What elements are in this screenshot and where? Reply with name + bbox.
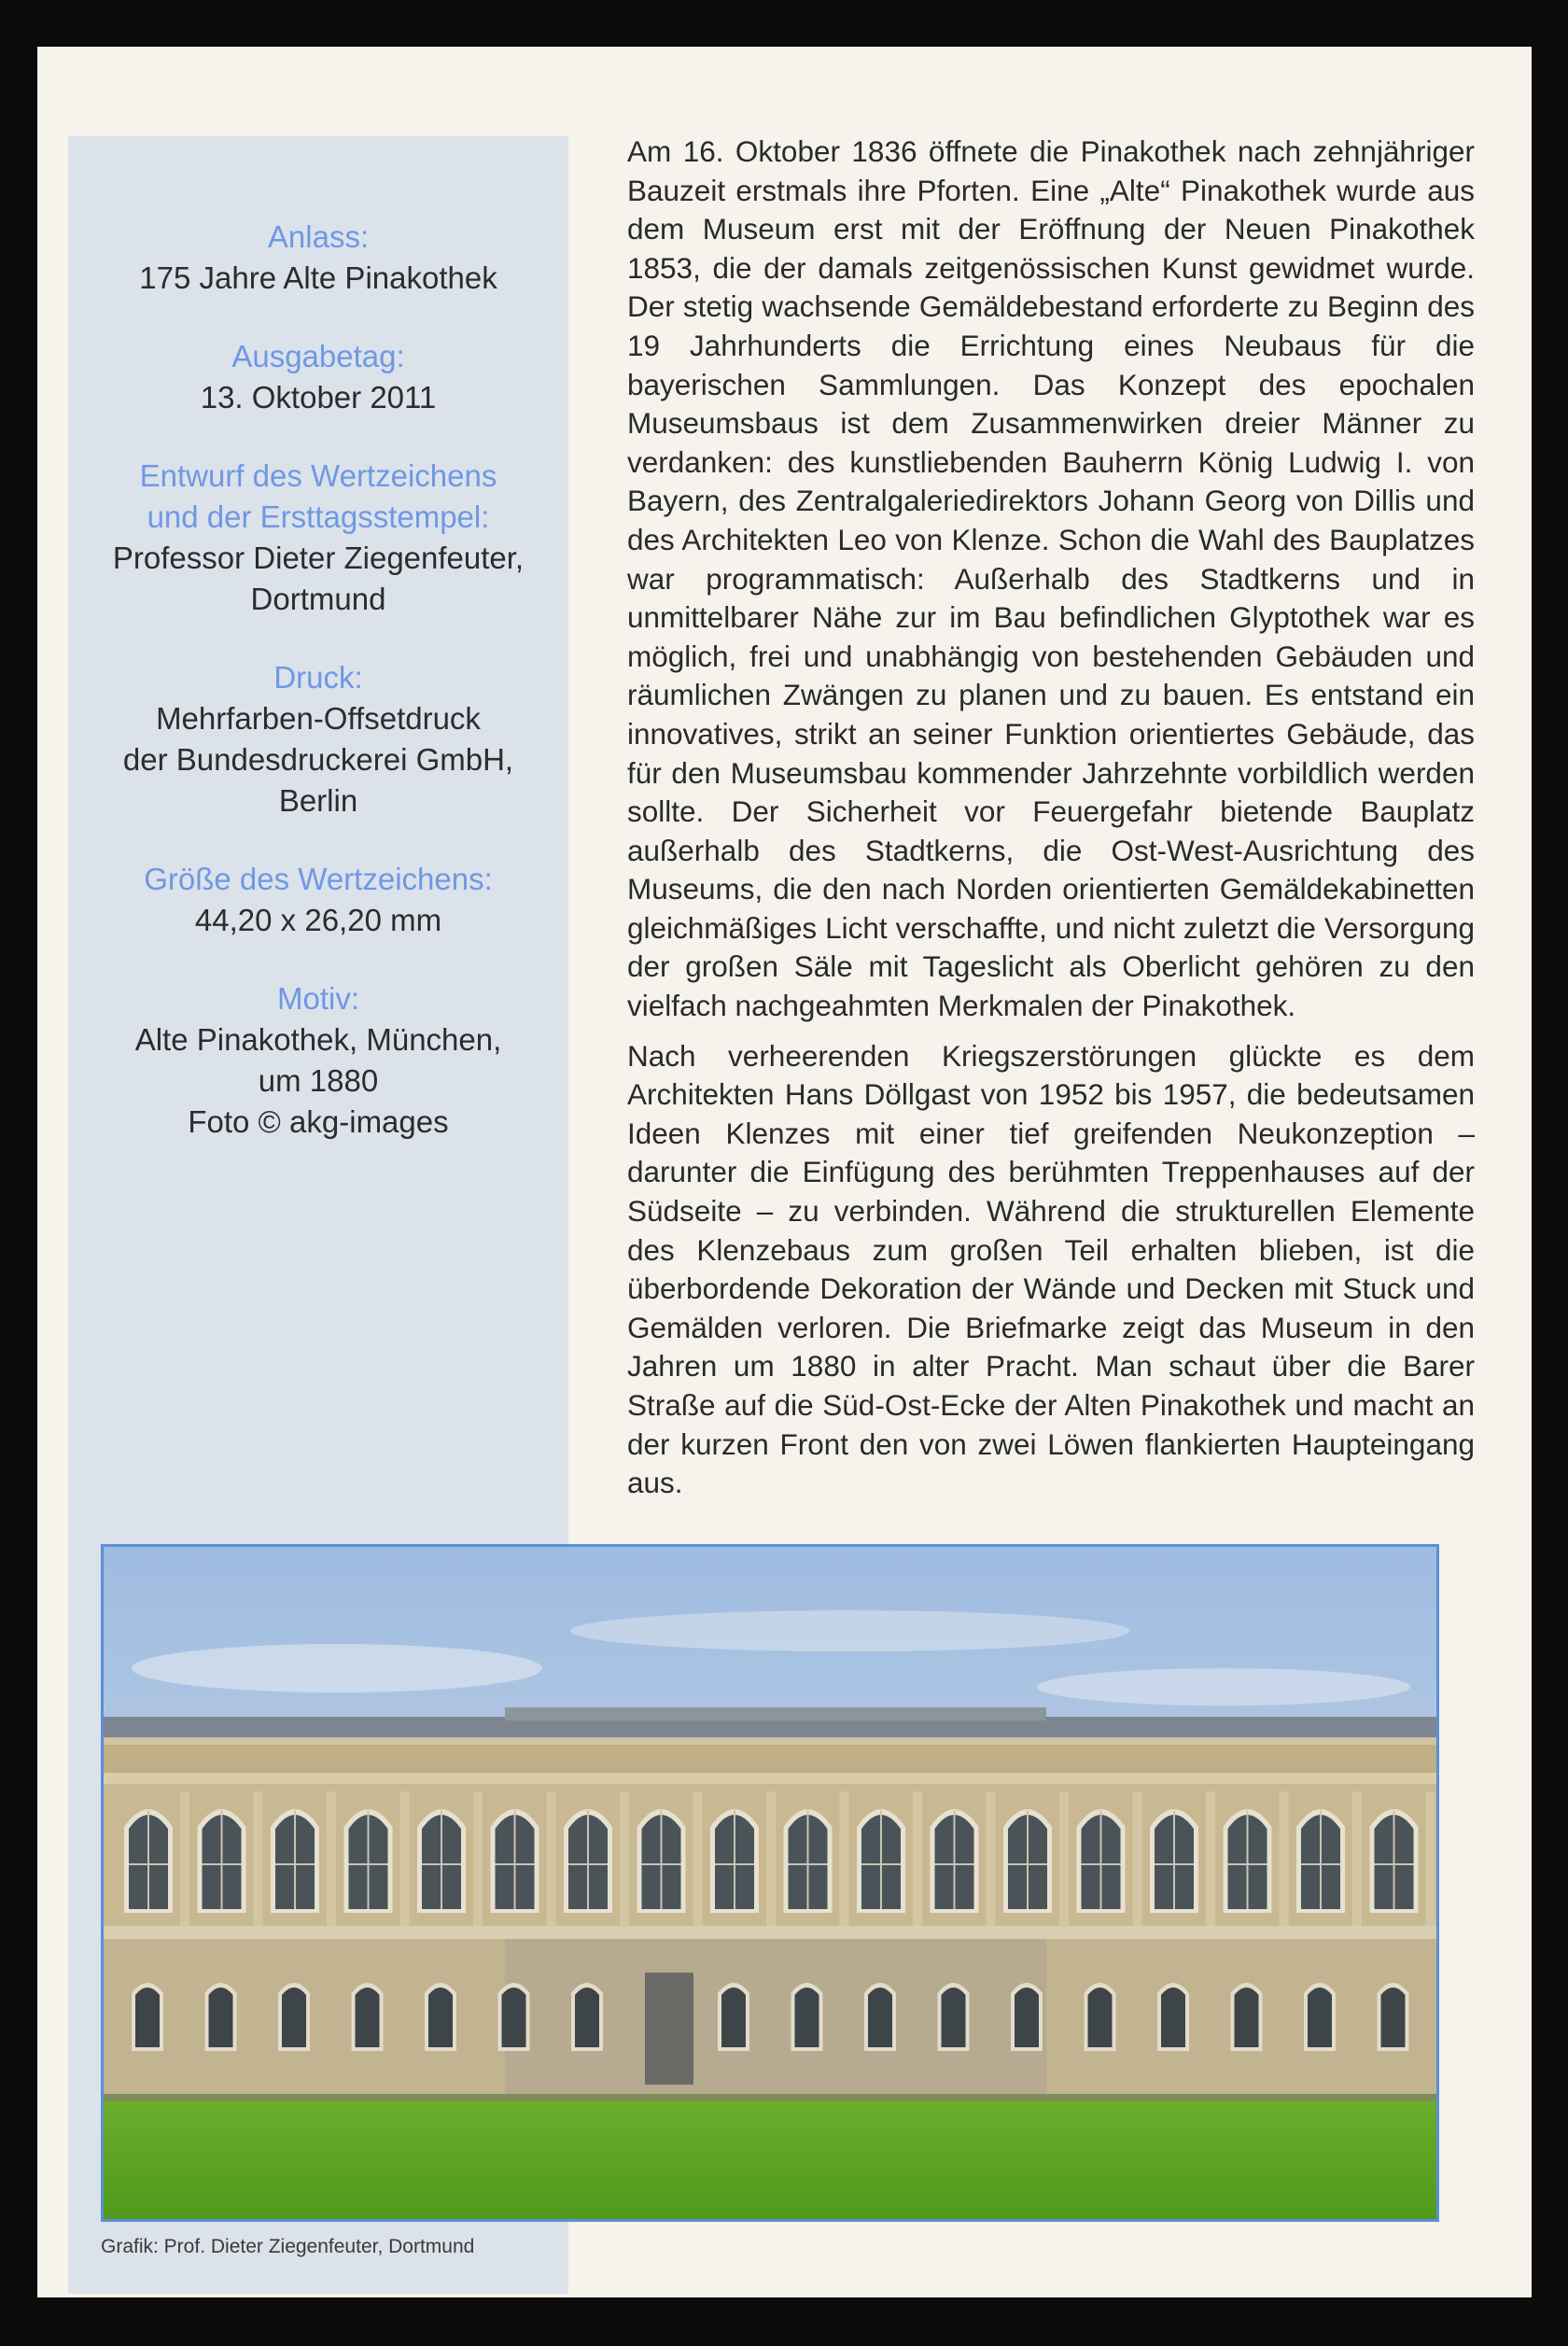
info-value: 175 Jahre Alte Pinakothek xyxy=(139,260,497,295)
info-motiv xyxy=(68,978,568,1143)
info-value: 13. Oktober 2011 xyxy=(200,380,437,414)
photo-caption: Grafik: Prof. Dieter Ziegenfeuter, Dortmund xyxy=(101,2236,475,2257)
info-label: Ausgabetag: xyxy=(231,339,405,373)
small-window xyxy=(864,1983,896,2051)
info-value: Berlin xyxy=(278,783,358,818)
museum-photo xyxy=(101,1544,1439,2222)
document-page xyxy=(37,47,1532,2297)
article-paragraph: Nach verheerenden Kriegszerstörungen glückte es dem Architekten Hans Döllgast von 1952 bis 1957, die bedeutsamen Ideen Klenzes mit einer tief greifenden Neukonzeption – darunter die Einfügung des berühmten Treppenhauses auf der Südseite – zu verbinden. Während die strukturellen Elemente des Klenzebaus zum großen Teil erhalten blieben, ist die überbordende Dekoration der Wände und Decken mit Stuck und Gemälden verloren. Die Briefmarke zeigt das Museum in den Jahren um 1880 in alter Pracht. Man schaut über die Barer Straße auf die Süd-Ost-Ecke der Alten Pinakothek und macht an der kurzen Front den von zwei Löwen flankierten Haupteingang aus. xyxy=(627,1038,1475,1500)
small-window xyxy=(205,1983,237,2051)
info-value: Professor Dieter Ziegenfeuter, xyxy=(112,541,525,575)
info-value: Mehrfarben-Offsetdruck xyxy=(156,701,481,736)
small-window xyxy=(1304,1983,1336,2051)
small-window xyxy=(132,1983,163,2051)
info-value: um 1880 xyxy=(258,1063,379,1098)
small-window xyxy=(1085,1983,1116,2051)
info-list xyxy=(68,136,568,1180)
small-window xyxy=(498,1983,530,2051)
info-druck xyxy=(68,657,568,822)
small-window xyxy=(1231,1983,1263,2051)
small-window xyxy=(425,1983,456,2051)
alte-pinakothek-illustration xyxy=(104,1547,1436,2219)
info-value: der Bundesdruckerei GmbH, xyxy=(122,742,514,777)
article-text xyxy=(627,133,1475,1514)
small-window xyxy=(1011,1983,1043,2051)
small-window xyxy=(571,1983,603,2051)
info-groesse xyxy=(68,859,568,941)
info-label: Druck: xyxy=(273,660,363,695)
small-window xyxy=(278,1983,310,2051)
small-window xyxy=(1378,1983,1409,2051)
small-window xyxy=(938,1983,970,2051)
small-window xyxy=(352,1983,384,2051)
info-label: Größe des Wertzeichens: xyxy=(144,862,493,896)
info-value: Dortmund xyxy=(250,582,386,616)
article-paragraph: Am 16. Oktober 1836 öffnete die Pinakothek nach zehnjähriger Bauzeit erstmals ihre Pforten. Eine „Alte“ Pinakothek wurde aus dem Museum erst mit der Eröffnung der Neuen Pinakothek 1853, die der damals zeitgenössischen Kunst gewidmet wurde. Der stetig wachsende Gemäldebestand erforderte zu Beginn des 19 Jahrhunderts die Errichtung eines Neubaus für die bayerischen Sammlungen. Das Konzept des epochalen Museumsbaus ist dem Zusammenwirken dreier Männer zu verdanken: des kunstliebenden Bauherrn König Ludwig I. von Bayern, des Zentralgaleriedirektors Johann Georg von Dillis und des Architekten Leo von Klenze. Schon die Wahl des Bauplatzes war programmatisch: Außerhalb des Stadtkerns und in unmittelbarer Nähe zur im Bau befindlichen Glyptothek war es möglich, frei und unabhängig von bestehenden Gebäuden und räumlichen Zwängen zu planen und zu bauen. Es entstand ein innovatives, strikt an seiner Funktion orientiertes Gebäude, das für den Museumsbau kommender Jahrzehnte vorbildlich werden sollte. Der Sicherheit vor Feuergefahr bietende Bauplatz außerhalb des Stadtkerns, die Ost-West-Ausrichtung des Museums, die den nach Norden orientierten Gemäldekabinetten gleichmäßiges Licht verschaffte, und nicht zuletzt die Versorgung der großen Säle mit Tageslicht als Oberlicht gehören zu den vielfach nachgeahmten Merkmalen der Pinakothek. xyxy=(627,134,1475,1023)
info-label: Entwurf des Wertzeichens und der Ersttagsstempel: xyxy=(139,458,497,534)
info-entwurf xyxy=(68,456,568,620)
small-window xyxy=(791,1983,823,2051)
info-label: Anlass: xyxy=(267,219,370,254)
info-value: Alte Pinakothek, München, xyxy=(134,1022,502,1057)
info-label: Motiv: xyxy=(276,981,359,1016)
info-value: Foto © akg-images xyxy=(188,1104,449,1139)
info-ausgabetag xyxy=(68,336,568,418)
info-value: 44,20 x 26,20 mm xyxy=(194,903,442,937)
info-anlass xyxy=(68,217,568,299)
small-window xyxy=(718,1983,749,2051)
small-window xyxy=(1157,1983,1189,2051)
